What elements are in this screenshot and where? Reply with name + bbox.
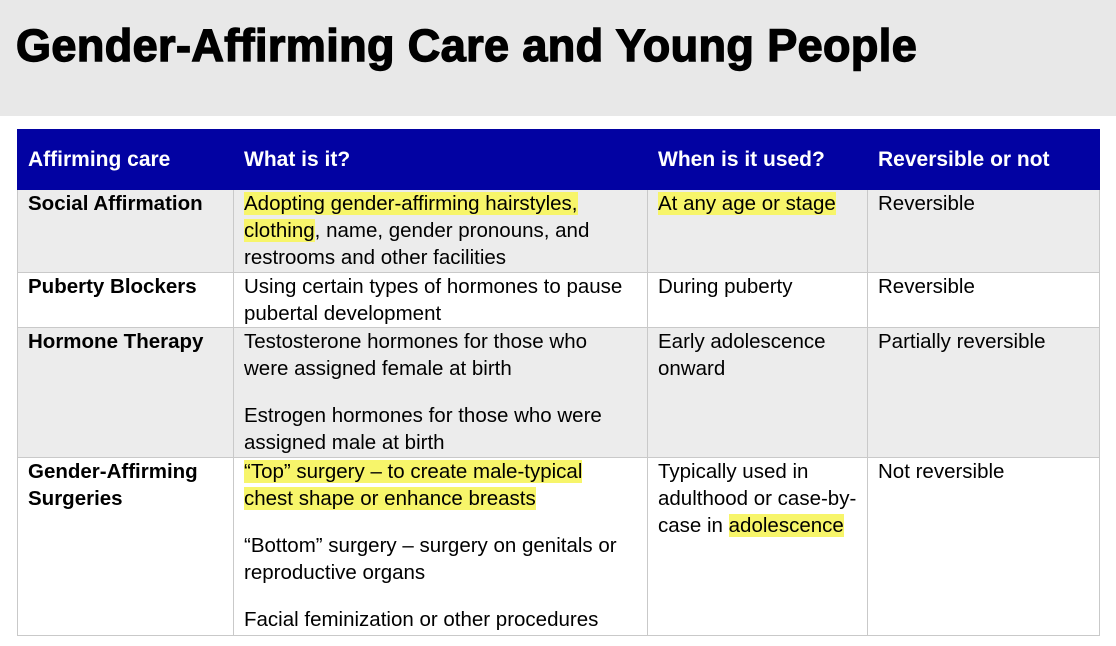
table-row — [18, 273, 1100, 328]
column-header-care: Affirming care — [18, 130, 234, 190]
cell-reversible: Partially reversible — [868, 328, 1100, 458]
column-header-what: What is it? — [234, 130, 648, 190]
highlighted-text: At any age or stage — [658, 192, 836, 215]
title-band — [0, 0, 1116, 116]
cell-what — [234, 190, 648, 273]
highlighted-text: Adopting gender-affirming hairstyles, clothing — [244, 192, 578, 242]
cell-text: Typically used in adulthood or case-by-case in — [658, 460, 857, 537]
cell-when: During puberty — [648, 273, 868, 328]
column-header-reversible: Reversible or not — [868, 130, 1100, 190]
cell-paragraph: Testosterone hormones for those who were assigned female at birth — [244, 330, 587, 380]
cell-when — [648, 190, 868, 273]
row-label-gender-affirming-surgeries: Gender-Affirming Surgeries — [18, 458, 234, 636]
highlighted-text: adolescence — [728, 514, 844, 537]
cell-paragraph: Facial feminization or other procedures — [244, 608, 599, 631]
highlighted-text: “Top” surgery – to create male-typical chest shape or enhance breasts — [244, 460, 583, 510]
row-label-social-affirmation: Social Affirmation — [18, 190, 234, 273]
row-label-hormone-therapy: Hormone Therapy — [18, 328, 234, 458]
cell-what: Using certain types of hormones to pause pubertal development — [234, 273, 648, 328]
cell-what — [234, 328, 648, 458]
table-row — [18, 328, 1100, 458]
cell-when — [648, 458, 868, 636]
table-row — [18, 458, 1100, 636]
cell-when: Early adolescence onward — [648, 328, 868, 458]
table-row — [18, 190, 1100, 273]
cell-paragraph — [244, 458, 637, 512]
cell-what — [234, 458, 648, 636]
page-title: Gender-Affirming Care and Young People — [16, 20, 918, 71]
column-header-when: When is it used? — [648, 130, 868, 190]
table-header-row — [18, 130, 1100, 190]
cell-reversible: Reversible — [868, 190, 1100, 273]
cell-reversible: Not reversible — [868, 458, 1100, 636]
cell-reversible: Reversible — [868, 273, 1100, 328]
care-table — [17, 129, 1100, 636]
row-label-puberty-blockers: Puberty Blockers — [18, 273, 234, 328]
cell-text: , name, gender pronouns, and restrooms and other facilities — [244, 219, 590, 269]
cell-paragraph: “Bottom” surgery – surgery on genitals or reproductive organs — [244, 534, 617, 584]
cell-paragraph: Estrogen hormones for those who were assigned male at birth — [244, 404, 602, 454]
